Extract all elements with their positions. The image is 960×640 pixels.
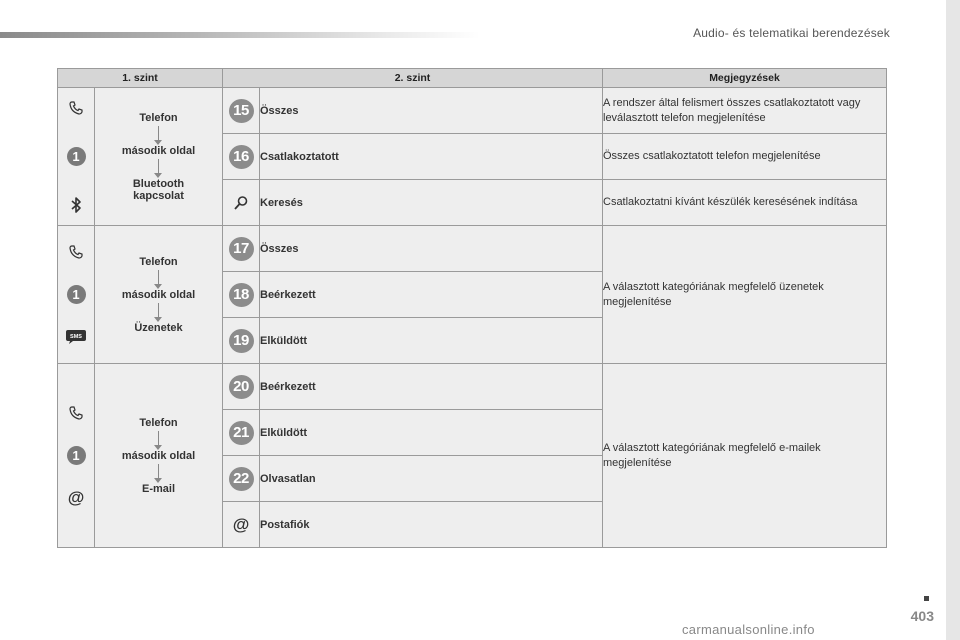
level1-path	[95, 88, 223, 226]
level1-path	[95, 226, 223, 364]
search-icon	[230, 192, 252, 214]
note-text: Csatlakoztatni kívánt készülék keresésének indítása	[603, 180, 887, 226]
arrow-down-icon	[158, 431, 159, 447]
phone-icon	[65, 97, 87, 119]
note-text: Összes csatlakoztatott telefon megjelenítése	[603, 134, 887, 180]
sms-icon	[65, 326, 87, 348]
arrow-down-icon	[158, 303, 159, 319]
page-number: 403	[910, 608, 934, 624]
table-row	[58, 88, 887, 134]
level1-target-label: E-mail	[141, 482, 175, 495]
badge-16: 16	[229, 145, 254, 169]
page-edge-strip	[946, 0, 960, 640]
level1-path	[95, 364, 223, 548]
level1-second-page-label: második oldal	[121, 449, 196, 462]
email-icon: @	[67, 488, 85, 507]
arrow-down-icon	[158, 464, 159, 480]
header-notes: Megjegyzések	[603, 69, 887, 88]
level1-second-page-label: második oldal	[121, 288, 196, 301]
level1-phone-label: Telefon	[139, 416, 178, 429]
arrow-down-icon	[158, 270, 159, 286]
note-text: A választott kategóriának megfelelő üzenetek megjelenítése	[603, 226, 887, 364]
phone-icon	[65, 241, 87, 263]
svg-text:SMS: SMS	[70, 334, 82, 340]
badge-19: 19	[229, 329, 254, 353]
level2-label: Keresés	[260, 180, 603, 226]
email-icon: @	[232, 514, 250, 534]
level2-label: Elküldött	[260, 318, 603, 364]
page-marker	[924, 596, 929, 601]
watermark: carmanualsonline.info	[682, 622, 815, 637]
level2-label: Összes	[260, 88, 603, 134]
level2-label: Beérkezett	[260, 272, 603, 318]
phone-icon	[65, 402, 87, 424]
arrow-down-icon	[158, 126, 159, 142]
badge-21: 21	[229, 421, 254, 445]
level2-label: Postafiók	[260, 502, 603, 548]
menu-number-1: 1	[67, 285, 86, 304]
note-text: A rendszer által felismert összes csatlakoztatott vagy leválasztott telefon megjelenítése	[603, 88, 887, 134]
level2-label: Olvasatlan	[260, 456, 603, 502]
table-row	[58, 364, 887, 410]
note-text: A választott kategóriának megfelelő e-mailek megjelenítése	[603, 364, 887, 548]
level1-phone-label: Telefon	[139, 255, 178, 268]
menu-number-1: 1	[67, 446, 86, 465]
level2-label: Összes	[260, 226, 603, 272]
level1-icons	[58, 364, 95, 548]
page-section-title: Audio- és telematikai berendezések	[693, 26, 890, 40]
badge-18: 18	[229, 283, 254, 307]
badge-22: 22	[229, 467, 254, 491]
badge-20: 20	[229, 375, 254, 399]
table-row	[58, 226, 887, 272]
level1-phone-label: Telefon	[139, 111, 178, 124]
bluetooth-icon	[65, 194, 87, 216]
arrow-down-icon	[158, 159, 159, 175]
menu-table	[57, 68, 887, 548]
header-level1: 1. szint	[58, 69, 223, 88]
badge-17: 17	[229, 237, 254, 261]
menu-number-1: 1	[67, 147, 86, 166]
level2-label: Csatlakoztatott	[260, 134, 603, 180]
header-level2: 2. szint	[223, 69, 603, 88]
level1-icons	[58, 88, 95, 226]
badge-15: 15	[229, 99, 254, 123]
level1-icons	[58, 226, 95, 364]
level2-label: Beérkezett	[260, 364, 603, 410]
level2-label: Elküldött	[260, 410, 603, 456]
level1-target-label: Bluetooth kapcsolat	[132, 177, 185, 202]
level1-target-label: Üzenetek	[134, 321, 183, 334]
level1-second-page-label: második oldal	[121, 144, 196, 157]
header-gradient-bar	[0, 32, 480, 38]
